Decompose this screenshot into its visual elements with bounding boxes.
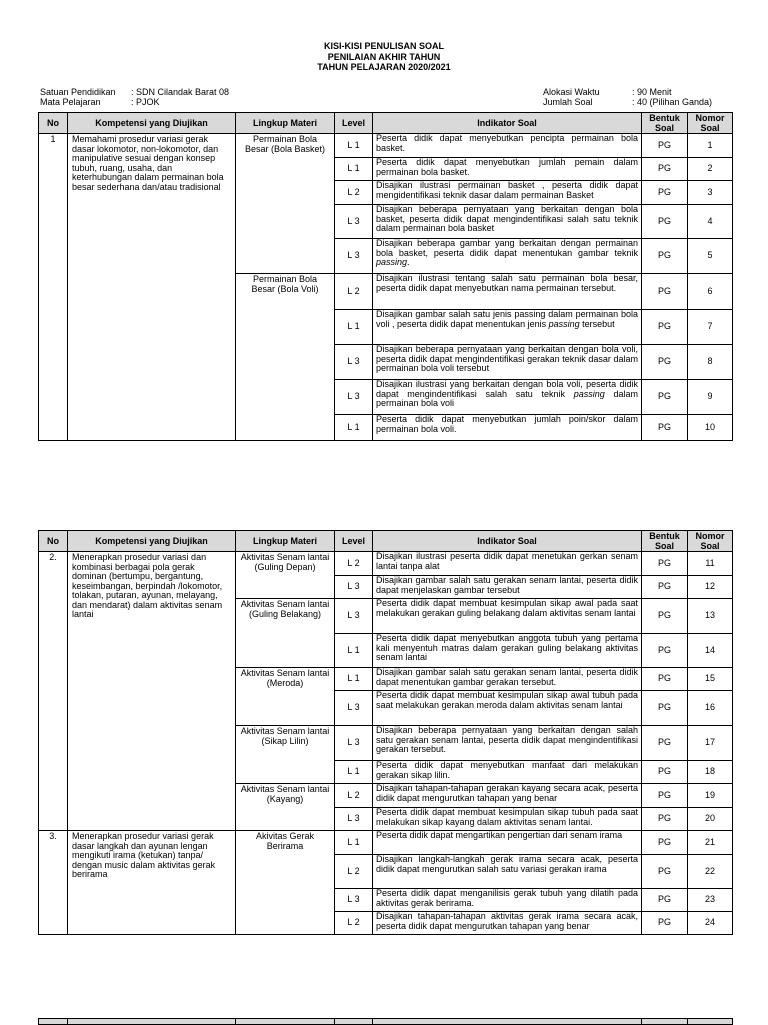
kisi-table-2 xyxy=(38,530,733,935)
indikator-cell: Disajikan ilustrasi tentang salah satu permainan bola besar, peserta didik dapat menyebutkan nama permainan tersebut. xyxy=(373,274,642,310)
nomor-cell: 3 xyxy=(688,181,733,205)
indikator-tail: dalam permainan bola voli xyxy=(376,388,639,408)
level-cell: L 3 xyxy=(335,599,373,634)
indikator-cell: Disajikan gambar salah satu gerakan senam lantai, peserta didik dapat menentukan gambar gerakan tersebut. xyxy=(373,668,642,691)
col-no: No xyxy=(39,113,68,134)
kompetensi-text: Memahami prosedur variasi gerak dasar lokomotor, non-lokomotor, dan manipulative sesuai dengan konsep tubuh, ruang, usaha, dan keterhubungan dalam permainan bola besar sederhana dan/atau tradisional xyxy=(68,134,236,441)
lingkup-kayang: Aktivitas Senam lantai (Kayang) xyxy=(236,784,335,831)
mapel-label: Mata Pelajaran xyxy=(40,97,101,107)
nomor-cell: 19 xyxy=(688,784,733,808)
document-title xyxy=(0,41,768,73)
bentuk-cell: PG xyxy=(642,889,688,912)
col-level: Level xyxy=(335,531,373,552)
bentuk-cell: PG xyxy=(642,134,688,158)
nomor-cell: 9 xyxy=(688,380,733,415)
nomor-cell: 23 xyxy=(688,889,733,912)
nomor-cell: 22 xyxy=(688,855,733,889)
bentuk-cell: PG xyxy=(642,599,688,634)
nomor-cell: 5 xyxy=(688,239,733,274)
lingkup-voli: Permainan Bola Besar (Bola Voli) xyxy=(236,274,335,441)
nomor-cell: 8 xyxy=(688,345,733,380)
bentuk-cell: PG xyxy=(642,634,688,668)
level-cell: L 3 xyxy=(335,380,373,415)
bentuk-cell: PG xyxy=(642,415,688,441)
nomor-cell: 20 xyxy=(688,808,733,831)
lingkup-guling-belakang: Aktivitas Senam lantai (Guling Belakang) xyxy=(236,599,335,668)
lingkup-gerak-berirama: Akivitas Gerak Berirama xyxy=(236,831,335,935)
lingkup-meroda: Aktivitas Senam lantai (Meroda) xyxy=(236,668,335,726)
bentuk-cell: PG xyxy=(642,668,688,691)
row-no: 2. xyxy=(39,552,68,831)
title-line-1: KISI-KISI PENULISAN SOAL xyxy=(323,41,444,51)
indikator-cell: Peserta didik dapat menganilisis gerak tubuh yang dilatih pada aktivitas gerak berirama. xyxy=(373,889,642,912)
satuan-value: : SDN Cilandak Barat 08 xyxy=(131,87,230,97)
nomor-cell: 14 xyxy=(688,634,733,668)
indikator-cell: Disajikan tahapan-tahapan gerakan kayang secara acak, peserta didik dapat mengurutkan tahapan yang benar xyxy=(373,784,642,808)
level-cell: L 3 xyxy=(335,691,373,726)
level-cell: L 2 xyxy=(335,855,373,889)
nomor-cell: 17 xyxy=(688,726,733,761)
indikator-italic: passing xyxy=(573,388,605,399)
kompetensi-text: Menerapkan prosedur variasi gerak dasar langkah dan ayunan lengan mengikuti irama (ketukan) tanpa/ dengan music dalam aktivitas gerak berirama xyxy=(68,831,236,935)
col-lingkup: Lingkup Materi xyxy=(236,113,335,134)
level-cell: L 3 xyxy=(335,576,373,599)
indikator-cell: Peserta didik dapat membuat kesimpulan sikap tubuh pada saat melakukan sikap kayang dalam aktivitas senam lantai. xyxy=(373,808,642,831)
level-cell: L 3 xyxy=(335,726,373,761)
level-cell: L 1 xyxy=(335,415,373,441)
level-cell: L 3 xyxy=(335,345,373,380)
nomor-cell: 6 xyxy=(688,274,733,310)
col-indikator: Indikator Soal xyxy=(373,113,642,134)
indikator-cell: Peserta didik dapat menyebutkan pencipta permainan bola basket. xyxy=(373,134,642,158)
level-cell: L 2 xyxy=(335,912,373,935)
nomor-cell: 10 xyxy=(688,415,733,441)
indikator-cell: Disajikan tahapan-tahapan aktivitas gerak irama secara acak, peserta didik dapat mengurutkan tahapan yang benar xyxy=(373,912,642,935)
lingkup-sikap-lilin: Aktivitas Senam lantai (Sikap Lilin) xyxy=(236,726,335,784)
bentuk-cell: PG xyxy=(642,205,688,239)
indikator-cell: Disajikan langkah-langkah gerak irama secara acak, peserta didik dapat mengurutkan salah satu variasi gerakan irama xyxy=(373,855,642,889)
bentuk-cell: PG xyxy=(642,552,688,576)
indikator-cell xyxy=(373,310,642,345)
col-kompetensi: Kompetensi yang Diujikan xyxy=(68,113,236,134)
bentuk-cell: PG xyxy=(642,576,688,599)
nomor-cell: 11 xyxy=(688,552,733,576)
table-header-row xyxy=(39,113,733,134)
indikator-cell: Disajikan ilustrasi peserta didik dapat menetukan gerkan senam lantai tanpa alat xyxy=(373,552,642,576)
level-cell: L 2 xyxy=(335,552,373,576)
indikator-cell: Peserta didik dapat mengartikan pengertian dari senam irama xyxy=(373,831,642,855)
level-cell: L 1 xyxy=(335,634,373,668)
col-bentuk: Bentuk Soal xyxy=(642,113,688,134)
bentuk-cell: PG xyxy=(642,831,688,855)
jumlah-value: : 40 (Pilihan Ganda) xyxy=(632,97,713,107)
nomor-cell: 15 xyxy=(688,668,733,691)
bentuk-cell: PG xyxy=(642,808,688,831)
bentuk-cell: PG xyxy=(642,380,688,415)
nomor-cell: 24 xyxy=(688,912,733,935)
indikator-tail: . xyxy=(407,257,410,267)
level-cell: L 3 xyxy=(335,808,373,831)
alokasi-value: : 90 Menit xyxy=(632,87,672,97)
nomor-cell: 21 xyxy=(688,831,733,855)
row-no: 3. xyxy=(39,831,68,935)
indikator-cell: Peserta didik dapat menyebutkan manfaat dari melakukan gerakan sikap lilin. xyxy=(373,761,642,784)
indikator-text: Disajikan beberapa gambar yang berkaitan dengan permainan bola basket, peserta didik dapat menentukan gambar teknik xyxy=(376,238,638,258)
level-cell: L 3 xyxy=(335,205,373,239)
indikator-cell: Peserta didik dapat membuat kesimpulan sikap awal tubuh pada saat melakukan gerakan meroda dalam aktivitas senam lantai xyxy=(373,691,642,726)
alokasi-label: Alokasi Waktu xyxy=(543,87,600,97)
indikator-text: Disajikan ilustrasi yang berkaitan dengan bola voli, peserta didik dapat mengindentifikasi salah satu teknik xyxy=(376,379,638,399)
level-cell: L 2 xyxy=(335,784,373,808)
bentuk-cell: PG xyxy=(642,761,688,784)
level-cell: L 3 xyxy=(335,889,373,912)
nomor-cell: 7 xyxy=(688,310,733,345)
table-row xyxy=(39,134,733,158)
bentuk-cell: PG xyxy=(642,310,688,345)
level-cell: L 1 xyxy=(335,831,373,855)
nomor-cell: 12 xyxy=(688,576,733,599)
nomor-cell: 13 xyxy=(688,599,733,634)
bentuk-cell: PG xyxy=(642,912,688,935)
level-cell: L 1 xyxy=(335,668,373,691)
bentuk-cell: PG xyxy=(642,239,688,274)
level-cell: L 1 xyxy=(335,134,373,158)
jumlah-label: Jumlah Soal xyxy=(543,97,593,107)
mapel-value: : PJOK xyxy=(131,97,160,107)
indikator-cell: Peserta didik dapat membuat kesimpulan sikap awal pada saat melakukan gerakan guling belakang dalam aktivitas senam lantai xyxy=(373,599,642,634)
col-nomor: Nomor Soal xyxy=(688,531,733,552)
table-row xyxy=(39,552,733,576)
col-kompetensi: Kompetensi yang Diujikan xyxy=(68,531,236,552)
nomor-cell: 4 xyxy=(688,205,733,239)
level-cell: L 1 xyxy=(335,310,373,345)
indikator-cell: Peserta didik dapat menyebutkan jumlah poin/skor dalam permainan bola voli. xyxy=(373,415,642,441)
col-bentuk: Bentuk Soal xyxy=(642,531,688,552)
col-no: No xyxy=(39,531,68,552)
indikator-cell: Disajikan beberapa pernyataan yang berkaitan dengan bola basket, peserta didik dapat mengindentifikasi salah satu teknik dalam permainan bola basket xyxy=(373,205,642,239)
bentuk-cell: PG xyxy=(642,274,688,310)
indikator-cell: Disajikan ilustrasi permainan basket , peserta didik dapat mengidentifikasi teknik dasar dalam permainan Basket xyxy=(373,181,642,205)
indikator-cell: Peserta didik dapat menyebutkan anggota tubuh yang pertama kali menyentuh matras dalam gerakan guling belakang aktivitas senam lantai xyxy=(373,634,642,668)
row-no: 1 xyxy=(39,134,68,441)
bentuk-cell: PG xyxy=(642,855,688,889)
indikator-tail: tersebut xyxy=(579,318,615,329)
level-cell: L 2 xyxy=(335,274,373,310)
title-line-2: PENILAIAN AKHIR TAHUN xyxy=(327,51,441,62)
nomor-cell: 16 xyxy=(688,691,733,726)
indikator-text: Disajikan gambar salah satu jenis passing dalam permainan bola voli , peserta didik dapat menentukan jenis xyxy=(376,309,638,329)
nomor-cell: 2 xyxy=(688,158,733,181)
bentuk-cell: PG xyxy=(642,181,688,205)
nomor-cell: 1 xyxy=(688,134,733,158)
col-nomor: Nomor Soal xyxy=(688,113,733,134)
col-lingkup: Lingkup Materi xyxy=(236,531,335,552)
table-header-row xyxy=(39,531,733,552)
bentuk-cell: PG xyxy=(642,345,688,380)
title-line-3: TAHUN PELAJARAN 2020/2021 xyxy=(317,62,451,72)
indikator-italic: passing xyxy=(548,318,580,329)
indikator-cell: Disajikan beberapa pernyataan yang berkaitan dengan bola voli, peserta didik dapat mengindentifikasi gerakan teknik dasar dalam permainan bola voli tersebut xyxy=(373,345,642,380)
info-left xyxy=(40,87,229,107)
col-level: Level xyxy=(335,113,373,134)
lingkup-guling-depan: Aktivitas Senam lantai (Guling Depan) xyxy=(236,552,335,599)
indikator-cell xyxy=(373,380,642,415)
bentuk-cell: PG xyxy=(642,158,688,181)
level-cell: L 1 xyxy=(335,761,373,784)
level-cell: L 3 xyxy=(335,239,373,274)
kisi-table-1 xyxy=(38,112,733,441)
indikator-cell xyxy=(373,239,642,274)
info-right xyxy=(543,87,712,107)
level-cell: L 1 xyxy=(335,158,373,181)
indikator-cell: Peserta didik dapat menyebutkan jumlah pemain dalam permainan bola basket. xyxy=(373,158,642,181)
bentuk-cell: PG xyxy=(642,726,688,761)
kompetensi-text: Menerapkan prosedur variasi dan kombinasi berbagai pola gerak dominan (bertumpu, bergantung, keseimbangan, berpindah /lokomotor, tolakan, putaran, ayunan, melayang, dan mendarat) dalam aktivitas senam lantai xyxy=(68,552,236,831)
col-indikator: Indikator Soal xyxy=(373,531,642,552)
indikator-italic: passing xyxy=(376,257,408,267)
bentuk-cell: PG xyxy=(642,784,688,808)
nomor-cell: 18 xyxy=(688,761,733,784)
bentuk-cell: PG xyxy=(642,691,688,726)
table-row xyxy=(39,831,733,855)
satuan-label: Satuan Pendidikan xyxy=(40,87,116,97)
indikator-cell: Disajikan beberapa pernyataan yang berkaitan dengan salah satu gerakan senam lantai, peserta didik dapat mengindentifikasi gerakan tersebut. xyxy=(373,726,642,761)
level-cell: L 2 xyxy=(335,181,373,205)
indikator-cell: Disajikan gambar salah satu gerakan senam lantai, peserta didik dapat menjelaskan gambar tersebut xyxy=(373,576,642,599)
lingkup-basket: Permainan Bola Besar (Bola Basket) xyxy=(236,134,335,274)
